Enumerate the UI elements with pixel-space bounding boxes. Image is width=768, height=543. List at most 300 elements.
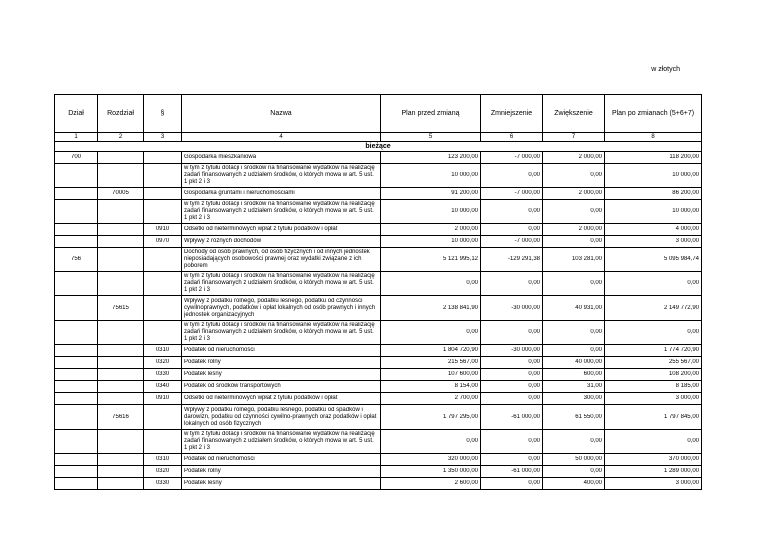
plan-cell-text: 2 600,00	[454, 480, 478, 486]
plan-cell-text: 10 000,00	[451, 172, 478, 178]
plan-po-cell	[605, 236, 702, 248]
nazwa-cell	[182, 224, 381, 236]
paragraf-cell-text: 0910	[155, 226, 170, 232]
paragraf-cell	[144, 357, 182, 369]
zwiekszenie-cell	[543, 224, 605, 236]
zmniejszenie-cell-text: 0,00	[528, 359, 540, 365]
zmniejszenie-cell-text: 0,00	[528, 226, 540, 232]
table-row	[55, 236, 702, 248]
nazwa-cell	[182, 478, 381, 490]
plan-po-cell	[605, 248, 702, 272]
zwiekszenie-cell	[543, 188, 605, 200]
rozdzial-cell	[98, 466, 144, 478]
rozdzial-cell	[98, 224, 144, 236]
rozdzial-cell-text: 75615	[112, 304, 129, 311]
plan-cell	[381, 405, 481, 430]
paragraf-cell	[144, 345, 182, 357]
zmniejszenie-cell-text: -61 000,00	[511, 413, 540, 420]
plan-cell	[381, 272, 481, 296]
paragraf-cell-text: 0330	[155, 480, 170, 486]
zwiekszenie-cell-text: 40 000,00	[575, 359, 602, 365]
section-title: bieżące	[55, 142, 702, 152]
nazwa-cell-text: Podatek leśny	[184, 371, 222, 377]
column-number: 4	[182, 133, 381, 142]
zwiekszenie-cell	[543, 466, 605, 478]
zwiekszenie-cell-text: 0,00	[590, 208, 602, 214]
table-row	[55, 454, 702, 466]
zwiekszenie-cell	[543, 381, 605, 393]
column-number: 5	[381, 133, 481, 142]
rozdzial-cell-text: 75616	[112, 413, 129, 420]
plan-cell	[381, 357, 481, 369]
nazwa-cell-text: Podatek od nieruchomości	[184, 456, 255, 462]
plan-po-cell-text: 3 000,00	[675, 395, 699, 401]
zmniejszenie-cell	[481, 188, 543, 200]
nazwa-cell-text: Podatek od nieruchomości	[184, 347, 255, 353]
nazwa-cell	[182, 430, 381, 454]
plan-po-cell	[605, 357, 702, 369]
plan-cell-text: 1 350 000,00	[442, 468, 478, 474]
zmniejszenie-cell-text: 0,00	[528, 438, 540, 444]
zwiekszenie-cell-text: 600,00	[583, 371, 602, 377]
zwiekszenie-cell-text: 0,00	[590, 280, 602, 286]
rozdzial-cell	[98, 164, 144, 188]
plan-po-cell-text: 255 567,00	[668, 359, 699, 365]
dzial-cell	[55, 200, 98, 224]
zmniejszenie-cell	[481, 430, 543, 454]
nazwa-cell	[182, 466, 381, 478]
plan-po-cell-text: 10 000,00	[672, 208, 699, 214]
zwiekszenie-cell	[543, 164, 605, 188]
nazwa-cell	[182, 345, 381, 357]
paragraf-cell	[144, 188, 182, 200]
plan-cell	[381, 466, 481, 478]
zmniejszenie-cell	[481, 393, 543, 405]
plan-po-cell	[605, 321, 702, 345]
table-row	[55, 224, 702, 236]
nazwa-cell	[182, 200, 381, 224]
plan-po-cell	[605, 345, 702, 357]
dzial-cell	[55, 272, 98, 296]
dzial-cell	[55, 321, 98, 345]
zwiekszenie-cell	[543, 248, 605, 272]
plan-po-cell	[605, 152, 702, 164]
dzial-cell	[55, 248, 98, 272]
plan-cell	[381, 296, 481, 321]
plan-po-cell-text: 108 200,00	[668, 371, 699, 377]
paragraf-cell	[144, 478, 182, 490]
zwiekszenie-cell-text: 0,00	[590, 438, 602, 444]
zmniejszenie-cell-text: 0,00	[528, 208, 540, 214]
header-zmniejszenie: Zmniejszenie	[481, 95, 543, 133]
rozdzial-cell	[98, 296, 144, 321]
dzial-cell	[55, 369, 98, 381]
dzial-cell	[55, 357, 98, 369]
rozdzial-cell	[98, 405, 144, 430]
header-plan-przed: Plan przed zmianą	[381, 95, 481, 133]
nazwa-cell-text: Wpływy z podatku rolnego, podatku leśnego, podatku od spadków i darowizn, podatku od czynności cywilno-prawnych oraz podatków i opłat lokalnych od osób fizycznych	[184, 406, 377, 427]
zmniejszenie-cell	[481, 381, 543, 393]
nazwa-cell	[182, 393, 381, 405]
plan-cell-text: 5 121 995,12	[442, 256, 478, 262]
paragraf-cell-text: 0340	[155, 383, 170, 389]
rozdzial-cell	[98, 357, 144, 369]
plan-cell	[381, 478, 481, 490]
nazwa-cell	[182, 152, 381, 164]
nazwa-cell-text: w tym z tytułu dotacji i środków na finansowanie wydatków na realizację zadań finansowanych z udziałem środków, o których mowa w art. 5 ust. 1 pkt 2 i 3	[184, 431, 375, 451]
zmniejszenie-cell	[481, 357, 543, 369]
budget-table	[54, 94, 702, 490]
zmniejszenie-cell-text: -7 000,00	[514, 190, 540, 196]
plan-cell	[381, 454, 481, 466]
plan-cell-text: 10 000,00	[451, 208, 478, 214]
nazwa-cell	[182, 321, 381, 345]
dzial-cell	[55, 188, 98, 200]
paragraf-cell	[144, 466, 182, 478]
zmniejszenie-cell	[481, 478, 543, 490]
plan-cell	[381, 369, 481, 381]
nazwa-cell-text: Podatek leśny	[184, 480, 222, 486]
plan-po-cell	[605, 200, 702, 224]
rozdzial-cell	[98, 152, 144, 164]
plan-po-cell	[605, 393, 702, 405]
rozdzial-cell	[98, 236, 144, 248]
zmniejszenie-cell-text: 0,00	[528, 383, 540, 389]
nazwa-cell-text: w tym z tytułu dotacji i środków na finansowanie wydatków na realizację zadań finansowanych z udziałem środków, o których mowa w art. 5 ust. 1 pkt 2 i 3	[184, 273, 375, 293]
plan-po-cell	[605, 478, 702, 490]
rozdzial-cell	[98, 430, 144, 454]
nazwa-cell	[182, 381, 381, 393]
nazwa-cell-text: Wpływy z podatku rolnego, podatku leśnego, podatku od czynności cywilnoprawnych, podatków i opłat lokalnych od osób prawnych i innych jednostek organizacyjnych	[184, 297, 376, 318]
table-row	[55, 188, 702, 200]
zmniejszenie-cell-text: 0,00	[528, 280, 540, 286]
nazwa-cell-text: Dochody od osób prawnych, od osób fizycznych i od innych jednostek nieposiadających osobowości prawnej oraz wydatki związane z ich poborem	[184, 249, 370, 269]
table-row	[55, 200, 702, 224]
rozdzial-cell	[98, 393, 144, 405]
table-row	[55, 430, 702, 454]
dzial-cell	[55, 478, 98, 490]
nazwa-cell-text: Podatek rolny	[184, 359, 221, 365]
plan-po-cell	[605, 369, 702, 381]
zmniejszenie-cell	[481, 369, 543, 381]
zmniejszenie-cell	[481, 272, 543, 296]
zmniejszenie-cell	[481, 164, 543, 188]
plan-cell	[381, 188, 481, 200]
plan-po-cell-text: 5 095 984,74	[663, 256, 699, 262]
plan-cell-text: 2 000,00	[454, 226, 478, 232]
paragraf-cell	[144, 454, 182, 466]
zwiekszenie-cell	[543, 478, 605, 490]
plan-cell-text: 123 200,00	[447, 154, 478, 160]
paragraf-cell-text: 0310	[155, 347, 170, 353]
paragraf-cell-text: 0330	[155, 371, 170, 377]
plan-cell	[381, 200, 481, 224]
nazwa-cell-text: w tym z tytułu dotacji i środków na finansowanie wydatków na realizację zadań finansowanych z udziałem środków, o których mowa w art. 5 ust. 1 pkt 2 i 3	[184, 322, 375, 342]
nazwa-cell	[182, 188, 381, 200]
zwiekszenie-cell	[543, 454, 605, 466]
dzial-cell	[55, 164, 98, 188]
plan-cell-text: 0,00	[466, 438, 478, 444]
plan-po-cell-text: 3 000,00	[675, 480, 699, 486]
zwiekszenie-cell-text: 0,00	[590, 329, 602, 335]
zwiekszenie-cell-text: 2 000,00	[578, 154, 602, 160]
zwiekszenie-cell-text: 31,00	[586, 383, 602, 389]
dzial-cell	[55, 405, 98, 430]
zmniejszenie-cell	[481, 200, 543, 224]
dzial-cell	[55, 236, 98, 248]
table-row	[55, 466, 702, 478]
table-row	[55, 345, 702, 357]
plan-po-cell-text: 0,00	[687, 280, 699, 286]
table-row	[55, 321, 702, 345]
zwiekszenie-cell	[543, 321, 605, 345]
paragraf-cell-text: 0970	[155, 238, 170, 244]
nazwa-cell	[182, 248, 381, 272]
rozdzial-cell	[98, 200, 144, 224]
paragraf-cell-text: 0310	[155, 456, 170, 462]
rozdzial-cell	[98, 345, 144, 357]
plan-po-cell-text: 370 000,00	[668, 456, 699, 462]
plan-po-cell	[605, 164, 702, 188]
plan-po-cell-text: 118 200,00	[669, 154, 699, 160]
zwiekszenie-cell-text: 0,00	[590, 172, 602, 178]
table-row	[55, 152, 702, 164]
plan-cell-text: 10 000,00	[451, 238, 478, 244]
nazwa-cell-text: Podatek od środków transportowych	[184, 383, 281, 389]
section-row	[55, 142, 702, 152]
plan-po-cell-text: 86 200,00	[672, 190, 699, 196]
zmniejszenie-cell-text: -7 000,00	[514, 238, 540, 244]
column-numbers-row	[55, 133, 702, 142]
nazwa-cell	[182, 164, 381, 188]
rozdzial-cell	[98, 272, 144, 296]
paragraf-cell	[144, 200, 182, 224]
paragraf-cell	[144, 393, 182, 405]
zwiekszenie-cell	[543, 236, 605, 248]
nazwa-cell-text: w tym z tytułu dotacji i środków na finansowanie wydatków na realizację zadań finansowanych z udziałem środków, o których mowa w art. 5 ust. 1 pkt 2 i 3	[184, 201, 375, 221]
paragraf-cell-text: 0910	[155, 395, 170, 401]
paragraf-cell-text: 0320	[155, 359, 170, 365]
table-row	[55, 164, 702, 188]
zwiekszenie-cell-text: 2 000,00	[578, 226, 602, 232]
dzial-cell	[55, 152, 98, 164]
plan-cell	[381, 164, 481, 188]
plan-po-cell	[605, 454, 702, 466]
nazwa-cell-text: Gospodarka gruntami i nieruchomościami	[184, 190, 295, 196]
zmniejszenie-cell	[481, 236, 543, 248]
header-zwiekszenie: Zwiększenie	[543, 95, 605, 133]
paragraf-cell	[144, 369, 182, 381]
plan-po-cell	[605, 405, 702, 430]
rozdzial-cell	[98, 454, 144, 466]
plan-cell	[381, 345, 481, 357]
plan-cell	[381, 224, 481, 236]
plan-po-cell-text: 0,00	[687, 438, 699, 444]
paragraf-cell	[144, 224, 182, 236]
zwiekszenie-cell	[543, 272, 605, 296]
column-number: 8	[605, 133, 702, 142]
zmniejszenie-cell-text: -7 000,00	[514, 154, 540, 160]
plan-cell	[381, 393, 481, 405]
plan-po-cell-text: 8 185,00	[675, 383, 699, 389]
zwiekszenie-cell-text: 400,00	[583, 480, 602, 486]
plan-cell-text: 1 804 720,90	[442, 347, 478, 353]
zmniejszenie-cell	[481, 405, 543, 430]
dzial-cell	[55, 224, 98, 236]
nazwa-cell	[182, 272, 381, 296]
column-number: 6	[481, 133, 543, 142]
plan-po-cell-text: 2 149 772,90	[663, 304, 699, 311]
zwiekszenie-cell	[543, 430, 605, 454]
nazwa-cell-text: Odsetki od nieterminowych wpłat z tytułu podatków i opłat	[184, 395, 338, 401]
nazwa-cell-text: Odsetki od nieterminowych wpłat z tytułu podatków i opłat	[184, 226, 338, 232]
rozdzial-cell-text: 70005	[112, 190, 129, 196]
rozdzial-cell	[98, 321, 144, 345]
plan-cell	[381, 152, 481, 164]
nazwa-cell	[182, 405, 381, 430]
zmniejszenie-cell	[481, 248, 543, 272]
plan-po-cell	[605, 224, 702, 236]
plan-cell	[381, 248, 481, 272]
paragraf-cell	[144, 272, 182, 296]
zwiekszenie-cell-text: 40 931,00	[575, 304, 602, 311]
dzial-cell	[55, 296, 98, 321]
plan-po-cell-text: 4 000,00	[675, 226, 699, 232]
zwiekszenie-cell	[543, 369, 605, 381]
plan-cell-text: 107 600,00	[447, 371, 478, 377]
zwiekszenie-cell	[543, 296, 605, 321]
rozdzial-cell	[98, 188, 144, 200]
nazwa-cell	[182, 236, 381, 248]
paragraf-cell	[144, 248, 182, 272]
paragraf-cell	[144, 381, 182, 393]
zmniejszenie-cell-text: 0,00	[528, 329, 540, 335]
zwiekszenie-cell-text: 50 000,00	[575, 456, 602, 462]
plan-cell	[381, 321, 481, 345]
plan-cell-text: 320 000,00	[447, 456, 478, 462]
plan-cell-text: 8 154,00	[454, 383, 478, 389]
nazwa-cell-text: Podatek rolny	[184, 468, 221, 474]
column-number: 1	[55, 133, 98, 142]
dzial-cell	[55, 430, 98, 454]
paragraf-cell	[144, 152, 182, 164]
plan-cell-text: 215 567,00	[447, 359, 478, 365]
paragraf-cell	[144, 321, 182, 345]
table-row	[55, 478, 702, 490]
zmniejszenie-cell	[481, 345, 543, 357]
zmniejszenie-cell-text: 0,00	[528, 456, 540, 462]
dzial-cell-text: 700	[70, 154, 81, 160]
zwiekszenie-cell	[543, 357, 605, 369]
header-dzial: Dział	[55, 95, 98, 133]
dzial-cell-text: 756	[70, 256, 81, 262]
zmniejszenie-cell	[481, 321, 543, 345]
paragraf-cell	[144, 405, 182, 430]
plan-cell	[381, 381, 481, 393]
nazwa-cell	[182, 296, 381, 321]
plan-cell-text: 2 700,00	[454, 395, 478, 401]
dzial-cell	[55, 345, 98, 357]
zmniejszenie-cell-text: 0,00	[528, 395, 540, 401]
zmniejszenie-cell	[481, 454, 543, 466]
paragraf-cell-text: 0320	[155, 468, 170, 474]
plan-po-cell-text: 3 000,00	[675, 238, 699, 244]
table-row	[55, 405, 702, 430]
header-plan-po: Plan po zmianach (5+6+7)	[605, 95, 702, 133]
zmniejszenie-cell-text: 0,00	[528, 172, 540, 178]
rozdzial-cell	[98, 369, 144, 381]
nazwa-cell-text: Gospodarka mieszkaniowa	[184, 154, 257, 160]
header-paragraf: §	[144, 95, 182, 133]
zwiekszenie-cell-text: 300,00	[583, 395, 602, 401]
zwiekszenie-cell-text: 0,00	[590, 238, 602, 244]
plan-po-cell	[605, 188, 702, 200]
table-row	[55, 369, 702, 381]
plan-po-cell	[605, 272, 702, 296]
zmniejszenie-cell-text: 0,00	[528, 371, 540, 377]
table-row	[55, 381, 702, 393]
column-number: 3	[144, 133, 182, 142]
plan-po-cell-text: 0,00	[687, 329, 699, 335]
zmniejszenie-cell-text: -129 291,38	[507, 256, 540, 262]
paragraf-cell	[144, 296, 182, 321]
header-row	[55, 95, 702, 133]
table-row	[55, 248, 702, 272]
rozdzial-cell	[98, 248, 144, 272]
paragraf-cell	[144, 236, 182, 248]
rozdzial-cell	[98, 478, 144, 490]
plan-po-cell	[605, 430, 702, 454]
zmniejszenie-cell	[481, 152, 543, 164]
dzial-cell	[55, 454, 98, 466]
nazwa-cell-text: w tym z tytułu dotacji i środków na finansowanie wydatków na realizację zadań finansowanych z udziałem środków, o których mowa w art. 5 ust. 1 pkt 2 i 3	[184, 165, 375, 185]
plan-cell	[381, 430, 481, 454]
zmniejszenie-cell-text: -30 000,00	[511, 347, 540, 353]
zwiekszenie-cell-text: 103 281,00	[571, 256, 602, 262]
zwiekszenie-cell-text: 0,00	[590, 347, 602, 353]
plan-po-cell-text: 1 289 000,00	[663, 468, 699, 474]
nazwa-cell	[182, 369, 381, 381]
zmniejszenie-cell-text: 0,00	[528, 480, 540, 486]
dzial-cell	[55, 381, 98, 393]
nazwa-cell	[182, 357, 381, 369]
plan-po-cell	[605, 466, 702, 478]
plan-cell	[381, 236, 481, 248]
nazwa-cell	[182, 454, 381, 466]
column-number: 7	[543, 133, 605, 142]
column-number: 2	[98, 133, 144, 142]
plan-po-cell-text: 10 000,00	[672, 172, 699, 178]
plan-cell-text: 91 200,00	[451, 190, 478, 196]
zwiekszenie-cell-text: 2 000,00	[578, 190, 602, 196]
dzial-cell	[55, 466, 98, 478]
plan-cell-text: 1 797 295,00	[442, 413, 478, 420]
zmniejszenie-cell-text: -61 000,00	[511, 468, 540, 474]
zmniejszenie-cell	[481, 296, 543, 321]
units-label: w złotych	[651, 66, 680, 73]
table-row	[55, 272, 702, 296]
zwiekszenie-cell	[543, 405, 605, 430]
nazwa-cell-text: Wpływy z różnych dochodów	[184, 238, 262, 244]
plan-po-cell-text: 1 797 845,00	[663, 413, 699, 420]
plan-cell-text: 2 138 841,90	[442, 304, 478, 311]
zwiekszenie-cell	[543, 200, 605, 224]
table-row	[55, 393, 702, 405]
zwiekszenie-cell	[543, 345, 605, 357]
table-row	[55, 296, 702, 321]
plan-po-cell-text: 1 774 720,90	[663, 347, 699, 353]
plan-cell-text: 0,00	[466, 329, 478, 335]
